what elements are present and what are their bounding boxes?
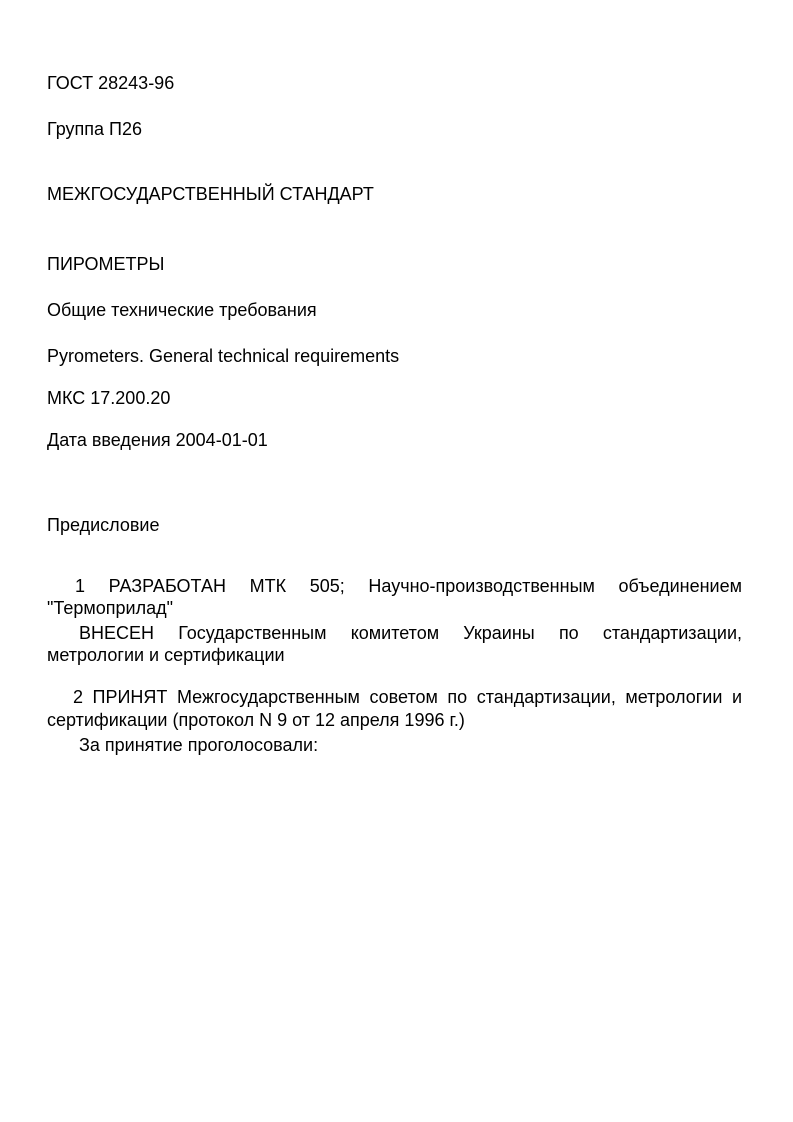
item1-line1: 1 РАЗРАБОТАН МТК 505; Научно-производственным объединением bbox=[75, 576, 742, 596]
gost-number: ГОСТ 28243-96 bbox=[47, 73, 175, 93]
item2-line1: 2 ПРИНЯТ Межгосударственным советом по стандартизации, метрологии и bbox=[73, 687, 742, 707]
preface-heading: Предисловие bbox=[47, 515, 160, 535]
group-label: Группа П26 bbox=[47, 119, 143, 139]
subtitle-en: Pyrometers. General technical requirements bbox=[47, 346, 400, 366]
item2-line3: За принятие проголосовали: bbox=[79, 735, 319, 755]
item2-line2: сертификации (протокол N 9 от 12 апреля 1996 г.) bbox=[47, 710, 465, 730]
item1-line2: "Термоприлад" bbox=[47, 598, 173, 618]
document-title: ПИРОМЕТРЫ bbox=[47, 254, 165, 274]
intro-date: Дата введения 2004-01-01 bbox=[47, 430, 268, 450]
item1-line4: метрологии и сертификации bbox=[47, 645, 285, 665]
item1-line3: ВНЕСЕН Государственным комитетом Украины по стандартизации, bbox=[79, 623, 742, 643]
subtitle-ru: Общие технические требования bbox=[47, 300, 317, 320]
mks-code: МКС 17.200.20 bbox=[47, 388, 171, 408]
standard-type: МЕЖГОСУДАРСТВЕННЫЙ СТАНДАРТ bbox=[47, 184, 374, 204]
